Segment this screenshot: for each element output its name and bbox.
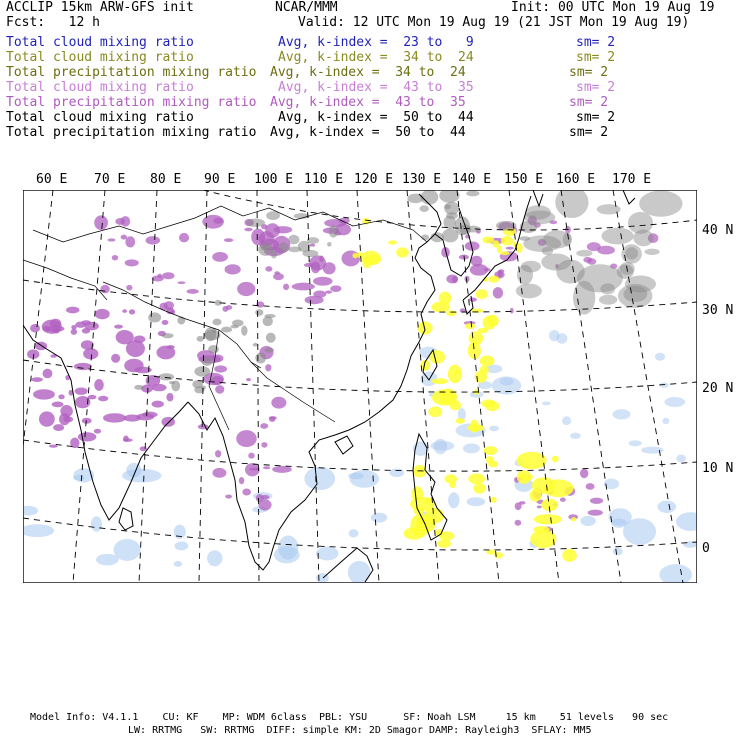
map-panel (23, 190, 697, 583)
mid-cloud-patch (88, 395, 97, 400)
high-cloud-patch (208, 345, 219, 353)
mid-cloud-patch (129, 309, 135, 314)
low-cloud-patch (467, 497, 486, 506)
field-avg: Avg, k-index = 43 to 35 (278, 80, 474, 95)
high-cloud-patch (556, 260, 584, 284)
mid-cloud-patch (515, 502, 522, 510)
field-smoothing: sm= 2 (576, 110, 616, 125)
mid-cloud-patch (226, 305, 232, 310)
high-cloud-patch (264, 347, 274, 352)
high-cloud-patch (288, 235, 299, 245)
mid-cloud-patch (325, 290, 332, 293)
high-cloud-patch (407, 194, 423, 204)
mid-cloud-patch (94, 215, 108, 230)
high-cloud-patch (255, 353, 266, 364)
lat-label: 0 (702, 541, 710, 556)
field-smoothing: sm= 2 (576, 50, 616, 65)
mid-cloud-patch (269, 416, 275, 422)
low-cloud-patch (562, 416, 571, 425)
mid-cloud-patch (342, 251, 361, 267)
high-cloud-patch (169, 381, 175, 384)
high-cloud-patch (194, 366, 210, 376)
high-cloud-patch (212, 319, 221, 326)
high-cloud-patch (645, 249, 660, 255)
mid-cloud-patch (586, 483, 595, 490)
high-cloud-patch (158, 373, 174, 380)
upper-cloud-patch (500, 251, 509, 255)
low-cloud-patch (371, 513, 387, 523)
field-avg: Avg, k-index = 34 to 24 (278, 50, 474, 65)
upper-cloud-patch (473, 483, 485, 494)
mid-cloud-patch (84, 322, 98, 331)
mid-cloud-patch (510, 308, 514, 314)
mid-cloud-patch (60, 405, 72, 417)
upper-cloud-patch (484, 446, 498, 455)
low-cloud-patch (489, 426, 499, 432)
mid-cloud-patch (211, 376, 224, 385)
low-cloud-patch (580, 516, 595, 526)
mid-cloud-patch (246, 378, 251, 381)
lon-label: 100 E (254, 172, 294, 187)
mid-cloud-patch (224, 238, 233, 242)
mid-cloud-patch (245, 463, 260, 476)
mid-cloud-patch (274, 226, 293, 233)
low-cloud-patch (556, 333, 567, 344)
low-cloud-patch (448, 492, 459, 508)
field-smoothing: sm= 2 (576, 35, 616, 50)
lon-label: 140 E (452, 172, 492, 187)
upper-cloud-patch (490, 497, 496, 503)
mid-cloud-patch (215, 450, 221, 457)
high-cloud-patch (148, 312, 161, 322)
low-cloud-patch (662, 418, 669, 424)
low-cloud-patch (174, 525, 186, 539)
lon-label: 160 E (556, 172, 596, 187)
high-cloud-patch (601, 228, 633, 245)
mid-cloud-patch (237, 282, 255, 296)
high-cloud-patch (329, 225, 338, 237)
upper-cloud-patch (571, 517, 576, 521)
mid-cloud-patch (100, 285, 109, 294)
field-name: Total precipitation mixing ratio (6, 125, 257, 140)
upper-cloud-patch (448, 365, 462, 384)
mid-cloud-patch (94, 379, 104, 391)
low-cloud-patch (613, 548, 623, 556)
mid-cloud-patch (338, 218, 349, 224)
low-cloud-patch (348, 472, 363, 479)
field-avg: Avg, k-index = 50 to 44 (270, 125, 466, 140)
mid-cloud-patch (125, 259, 139, 266)
lon-label: 60 E (36, 172, 68, 187)
lat-label: 40 N (702, 223, 734, 238)
mid-cloud-patch (212, 468, 226, 478)
low-cloud-patch (174, 561, 182, 567)
upper-cloud-patch (388, 240, 397, 244)
mid-cloud-patch (94, 429, 101, 434)
mid-cloud-patch (121, 235, 127, 240)
mid-cloud-patch (66, 307, 79, 314)
mid-cloud-patch (162, 320, 169, 325)
lon-label: 70 E (94, 172, 126, 187)
mid-cloud-patch (537, 505, 542, 508)
high-cloud-patch (576, 250, 592, 257)
high-cloud-patch (266, 333, 276, 343)
mid-cloud-patch (323, 262, 336, 274)
mid-cloud-patch (588, 510, 603, 516)
mid-cloud-patch (179, 233, 189, 242)
field-name: Total cloud mixing ratio (6, 50, 194, 65)
high-cloud-patch (618, 284, 652, 308)
mid-cloud-patch (83, 348, 98, 359)
mid-cloud-patch (126, 340, 145, 357)
field-smoothing: sm= 2 (569, 65, 609, 80)
upper-cloud-patch (487, 315, 499, 327)
mid-cloud-patch (283, 284, 289, 290)
high-cloud-patch (628, 212, 653, 234)
low-cloud-patch (676, 455, 686, 463)
lon-label: 130 E (402, 172, 442, 187)
mid-cloud-patch (274, 271, 280, 274)
upper-cloud-patch (480, 356, 495, 367)
organization-label: NCAR/MMM (275, 0, 338, 15)
high-cloud-patch (278, 242, 288, 252)
high-cloud-patch (519, 236, 530, 241)
model-info-line1: Model Info: V4.1.1 CU: KF MP: WDM 6class PBL: YSU SF: Noah LSM 15 km 51 levels 90 sec (30, 712, 669, 723)
mid-cloud-patch (590, 498, 603, 504)
mid-cloud-patch (75, 387, 88, 394)
mid-cloud-patch (506, 247, 514, 250)
mid-cloud-patch (125, 236, 135, 247)
upper-cloud-patch (439, 292, 452, 305)
mid-cloud-patch (152, 401, 164, 408)
upper-cloud-patch (468, 342, 481, 359)
high-cloud-patch (266, 211, 280, 220)
low-cloud-patch (96, 554, 119, 566)
high-cloud-patch (639, 190, 682, 216)
mid-cloud-patch (167, 345, 175, 349)
mid-cloud-patch (146, 236, 160, 244)
upper-cloud-patch (437, 540, 451, 548)
mid-cloud-patch (43, 369, 53, 379)
high-cloud-patch (241, 326, 247, 336)
upper-cloud-patch (455, 418, 464, 424)
low-cloud-patch (91, 516, 102, 532)
mid-cloud-patch (305, 296, 324, 304)
high-cloud-patch (466, 190, 479, 196)
lon-label: 150 E (504, 172, 544, 187)
mid-cloud-patch (152, 276, 164, 282)
mid-cloud-patch (225, 264, 241, 274)
mid-cloud-patch (46, 326, 64, 332)
mid-cloud-patch (261, 495, 270, 499)
mid-cloud-patch (239, 477, 244, 484)
upper-cloud-patch (488, 276, 499, 283)
mid-cloud-patch (311, 262, 320, 274)
upper-cloud-patch (418, 322, 433, 335)
mid-cloud-patch (187, 289, 199, 294)
high-cloud-patch (444, 204, 451, 209)
low-cloud-patch (430, 441, 454, 451)
high-cloud-patch (201, 357, 212, 366)
field-smoothing: sm= 2 (569, 125, 609, 140)
upper-cloud-patch (352, 253, 358, 258)
mid-cloud-patch (248, 453, 254, 459)
upper-cloud-patch (410, 497, 435, 511)
low-cloud-patch (623, 518, 656, 545)
mid-cloud-patch (313, 277, 333, 286)
mid-cloud-patch (493, 287, 503, 298)
mid-cloud-patch (215, 385, 224, 394)
low-cloud-patch (114, 539, 141, 561)
model-info-line2: LW: RRTMG SW: RRTMG DIFF: simple KM: 2D Smagor DAMP: Rayleigh3 SFLAY: MM5 (128, 725, 592, 736)
high-cloud-patch (302, 250, 318, 257)
mid-cloud-patch (126, 285, 132, 291)
mid-cloud-patch (122, 309, 127, 313)
upper-cloud-patch (485, 401, 499, 411)
low-cloud-patch (349, 529, 359, 537)
field-name: Total cloud mixing ratio (6, 80, 194, 95)
mid-cloud-patch (469, 297, 477, 301)
field-name: Total cloud mixing ratio (6, 110, 194, 125)
lon-label: 120 E (354, 172, 394, 187)
high-cloud-patch (599, 295, 617, 305)
high-cloud-patch (327, 242, 331, 247)
high-cloud-patch (162, 333, 174, 338)
upper-cloud-patch (444, 474, 457, 483)
upper-cloud-patch (465, 323, 475, 329)
low-cloud-patch (542, 402, 551, 406)
upper-cloud-patch (477, 328, 488, 333)
mid-cloud-patch (95, 309, 110, 319)
mid-cloud-patch (123, 438, 133, 441)
mid-cloud-patch (75, 322, 86, 328)
high-cloud-patch (258, 243, 273, 256)
upper-cloud-patch (476, 289, 488, 299)
field-avg: Avg, k-index = 23 to 9 (278, 35, 474, 50)
field-avg: Avg, k-index = 34 to 24 (270, 65, 466, 80)
low-cloud-patch (73, 475, 85, 481)
low-cloud-patch (641, 447, 664, 454)
mid-cloud-patch (272, 466, 292, 473)
mid-cloud-patch (580, 469, 588, 479)
plot-title: ACCLIP 15km ARW-GFS init (6, 0, 194, 15)
mid-cloud-patch (30, 324, 40, 332)
high-cloud-patch (621, 244, 641, 263)
low-cloud-patch (570, 433, 581, 439)
mid-cloud-patch (71, 329, 77, 335)
mid-cloud-patch (310, 244, 315, 247)
upper-cloud-patch (552, 456, 559, 463)
mid-cloud-patch (242, 488, 251, 495)
mid-cloud-patch (236, 430, 256, 447)
mid-cloud-patch (214, 365, 227, 372)
mid-cloud-patch (78, 432, 96, 441)
low-cloud-patch (274, 546, 300, 563)
field-avg: Avg, k-index = 50 to 44 (278, 110, 474, 125)
mid-cloud-patch (115, 218, 125, 225)
mid-cloud-patch (225, 494, 232, 498)
mid-cloud-patch (292, 283, 315, 291)
high-cloud-patch (271, 250, 277, 259)
mid-cloud-patch (58, 394, 64, 399)
mid-cloud-patch (98, 396, 108, 402)
field-smoothing: sm= 2 (569, 95, 609, 110)
low-cloud-patch (316, 547, 339, 561)
upper-cloud-patch (432, 378, 449, 384)
high-cloud-patch (246, 219, 265, 227)
mid-cloud-patch (330, 285, 341, 292)
high-cloud-patch (134, 385, 143, 390)
mid-cloud-patch (114, 325, 123, 329)
mid-cloud-patch (260, 423, 268, 429)
mid-cloud-patch (265, 364, 271, 371)
upper-cloud-patch (562, 549, 577, 562)
mid-cloud-patch (166, 393, 173, 402)
mid-cloud-patch (258, 499, 271, 510)
high-cloud-patch (516, 284, 542, 299)
lon-label: 90 E (204, 172, 236, 187)
mid-cloud-patch (213, 218, 223, 224)
upper-cloud-patch (501, 236, 513, 246)
high-cloud-patch (221, 327, 232, 333)
upper-cloud-patch (410, 514, 430, 537)
upper-cloud-patch (468, 474, 485, 485)
field-avg: Avg, k-index = 43 to 35 (270, 95, 466, 110)
mid-cloud-patch (82, 418, 92, 424)
lon-label: 80 E (150, 172, 182, 187)
upper-cloud-patch (534, 514, 562, 524)
upper-cloud-patch (497, 246, 502, 253)
mid-cloud-patch (112, 255, 119, 260)
upper-cloud-patch (486, 456, 494, 463)
mid-cloud-patch (335, 224, 351, 236)
high-cloud-patch (421, 234, 429, 240)
low-cloud-patch (463, 443, 480, 453)
mid-cloud-patch (140, 446, 147, 451)
mid-cloud-patch (515, 520, 522, 526)
low-cloud-patch (175, 541, 189, 550)
low-cloud-patch (664, 397, 685, 407)
low-cloud-patch (657, 500, 676, 512)
low-cloud-patch (655, 353, 665, 361)
mid-cloud-patch (39, 411, 55, 426)
lat-label: 10 N (702, 461, 734, 476)
high-cloud-patch (288, 246, 301, 252)
upper-cloud-patch (480, 365, 489, 375)
mid-cloud-patch (111, 354, 120, 363)
mid-cloud-patch (244, 228, 252, 232)
field-name: Total cloud mixing ratio (6, 35, 194, 50)
mid-cloud-patch (33, 389, 55, 399)
field-name: Total precipitation mixing ratio (6, 65, 257, 80)
mid-cloud-patch (484, 268, 491, 272)
mid-cloud-patch (124, 415, 141, 422)
high-cloud-patch (600, 283, 615, 294)
field-smoothing: sm= 2 (576, 80, 616, 95)
mid-cloud-patch (49, 445, 58, 448)
mid-cloud-patch (177, 281, 185, 284)
high-cloud-patch (255, 309, 263, 316)
high-cloud-patch (263, 316, 273, 326)
upper-cloud-patch (428, 406, 442, 417)
upper-cloud-patch (396, 247, 409, 257)
mid-cloud-patch (265, 266, 272, 271)
mid-cloud-patch (103, 413, 126, 422)
mid-cloud-patch (263, 466, 270, 469)
low-cloud-patch (304, 467, 335, 490)
mid-cloud-patch (212, 252, 228, 262)
valid-time: Valid: 12 UTC Mon 19 Aug 19 (21 JST Mon 19 Aug 19) (298, 15, 690, 30)
mid-cloud-patch (498, 269, 504, 273)
upper-cloud-patch (446, 310, 456, 316)
high-cloud-patch (617, 264, 634, 279)
lat-label: 20 N (702, 381, 734, 396)
mid-cloud-patch (198, 424, 209, 429)
mid-cloud-patch (587, 242, 601, 251)
high-cloud-patch (431, 232, 444, 242)
mid-cloud-patch (108, 238, 116, 241)
upper-cloud-patch (362, 256, 371, 268)
upper-cloud-patch (532, 477, 556, 494)
high-cloud-patch (232, 320, 243, 327)
high-cloud-patch (197, 336, 204, 342)
low-cloud-patch (613, 409, 631, 419)
mid-cloud-patch (560, 497, 566, 501)
mid-cloud-patch (162, 272, 174, 279)
mid-cloud-patch (124, 359, 143, 373)
init-time: Init: 00 UTC Mon 19 Aug 19 (511, 0, 715, 15)
mid-cloud-patch (446, 274, 458, 283)
upper-cloud-patch (520, 474, 533, 480)
mid-cloud-patch (53, 424, 64, 431)
mid-cloud-patch (52, 401, 64, 407)
mid-cloud-patch (261, 442, 267, 448)
mid-cloud-patch (31, 377, 43, 382)
upper-cloud-patch (482, 237, 494, 244)
low-cloud-patch (420, 372, 437, 387)
low-cloud-patch (207, 550, 222, 566)
low-cloud-patch (348, 561, 371, 583)
lon-label: 170 E (612, 172, 652, 187)
low-cloud-patch (629, 440, 642, 446)
mid-cloud-patch (271, 397, 286, 409)
lat-label: 30 N (702, 303, 734, 318)
field-name: Total precipitation mixing ratio (6, 95, 257, 110)
lon-label: 110 E (304, 172, 344, 187)
forecast-hour: Fcst: 12 h (6, 15, 100, 30)
mid-cloud-patch (587, 258, 596, 265)
low-cloud-patch (389, 468, 404, 477)
high-cloud-patch (420, 205, 429, 212)
